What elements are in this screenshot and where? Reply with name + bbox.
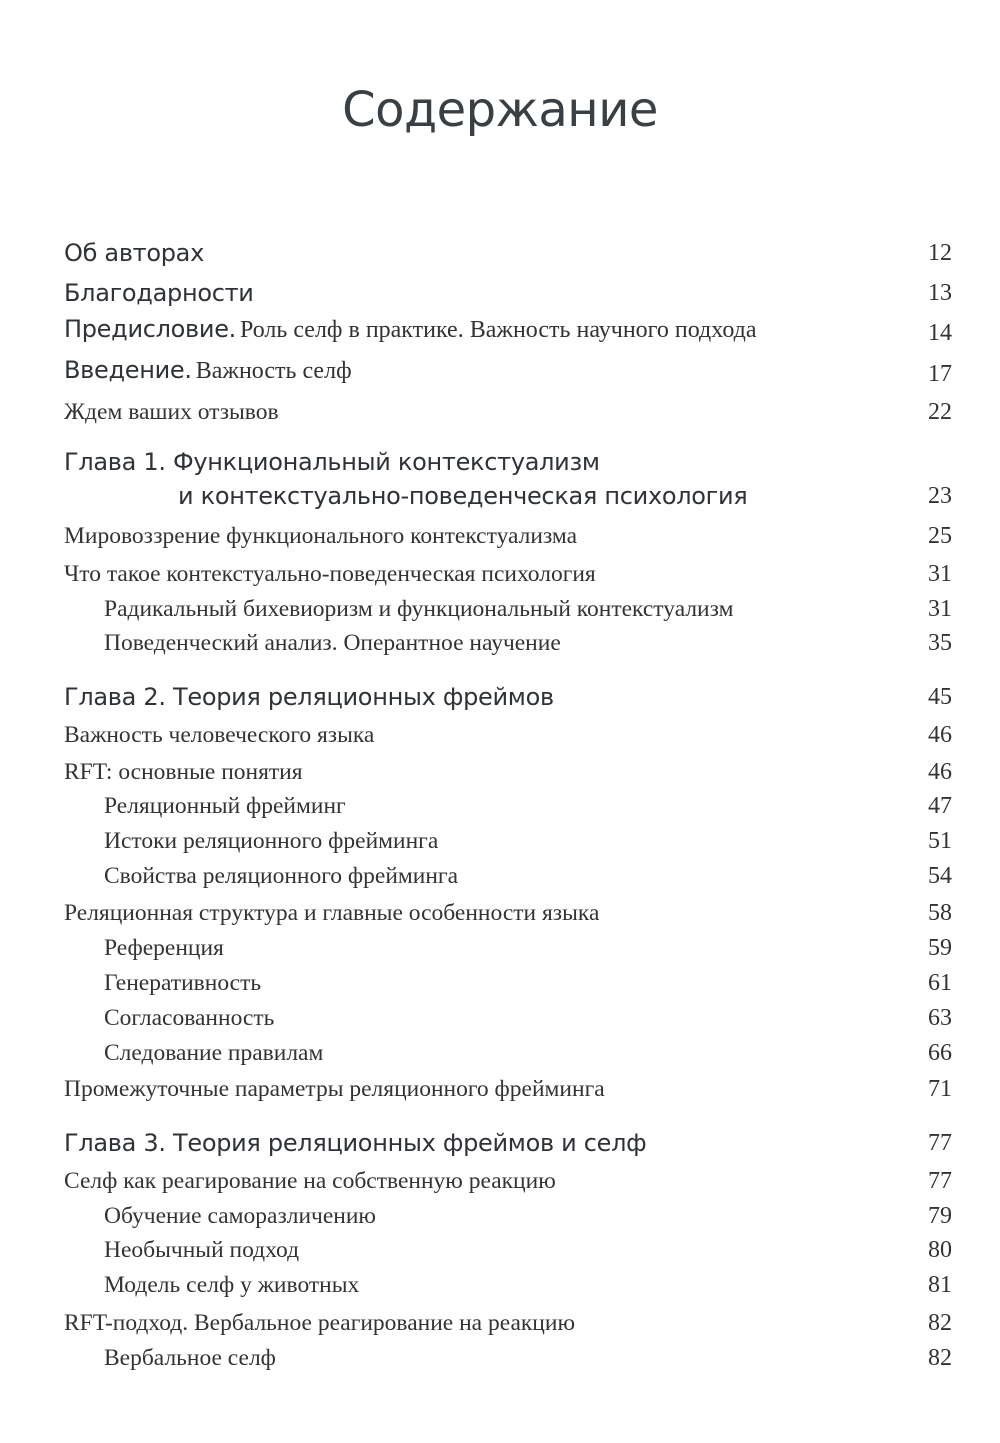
toc-entry-introduction[interactable] — [64, 355, 952, 389]
toc-entry-label: RFT: основные понятия — [64, 759, 303, 785]
toc-chapter-1[interactable] — [64, 447, 952, 517]
toc-subentry-properties[interactable] — [104, 857, 952, 891]
toc-subentry-relational-framing[interactable] — [104, 787, 952, 821]
toc-subentry-rule-following[interactable] — [104, 1034, 952, 1068]
toc-entry-what-is-cbs[interactable] — [64, 555, 952, 589]
toc-entry-label: Референция — [104, 935, 224, 961]
toc-entry-label: Реляционный фрейминг — [104, 793, 346, 819]
toc-entry-page: 46 — [928, 722, 952, 748]
toc-entry-page: 14 — [928, 320, 952, 346]
toc-entry-page: 23 — [928, 483, 952, 509]
toc-entry-label: Радикальный бихевиоризм и функциональный контекстуализм — [104, 596, 734, 622]
toc-entry-label: Вербальное селф — [104, 1345, 276, 1371]
toc-entry-page: 81 — [928, 1272, 952, 1298]
toc-entry-page: 22 — [928, 399, 952, 425]
toc-entry-page: 59 — [928, 935, 952, 961]
toc-entry-label: Свойства реляционного фрейминга — [104, 863, 459, 889]
toc-subentry-verbal-self[interactable] — [104, 1339, 952, 1373]
toc-entry-label-rest: Важность селф — [195, 358, 352, 384]
toc-subentry-radical-behaviorism[interactable] — [104, 590, 952, 624]
toc-entry-preface[interactable] — [64, 314, 952, 348]
toc-entry-page: 12 — [928, 240, 952, 266]
toc-entry-relational-structure[interactable] — [64, 894, 952, 928]
toc-entry-page: 51 — [928, 828, 952, 854]
toc-entry-page: 25 — [928, 523, 952, 549]
toc-entry-page: 47 — [928, 793, 952, 819]
toc-entry-page: 46 — [928, 759, 952, 785]
toc-subentry-origins[interactable] — [104, 822, 952, 856]
toc-entry-self-as-responding[interactable] — [64, 1162, 952, 1196]
toc-entry-label: Необычный подход — [104, 1237, 300, 1263]
toc-entry-label: Селф как реагирование на собственную реакцию — [64, 1168, 556, 1194]
toc-entry-page: 82 — [928, 1310, 952, 1336]
toc-entry-page: 54 — [928, 863, 952, 889]
toc-entry-label: Мировоззрение функционального контекстуализма — [64, 523, 578, 549]
toc-entry-page: 31 — [928, 596, 952, 622]
toc-entry-label: Поведенческий анализ. Оперантное научение — [104, 630, 561, 656]
chapter-title: Глава 2. Теория реляционных фреймов — [64, 683, 554, 711]
chapter-title: Глава 3. Теория реляционных фреймов и селф — [64, 1129, 647, 1157]
toc-entry-page: 63 — [928, 1005, 952, 1031]
toc-entry-label-rest: Роль селф в практике. Важность научного подхода — [240, 317, 757, 343]
toc-subentry-unusual-approach[interactable] — [104, 1231, 952, 1265]
chapter-title-first: Функциональный контекстуализм — [173, 448, 600, 476]
toc-entry-acknowledgements[interactable] — [64, 274, 952, 308]
toc-chapter-3[interactable] — [64, 1124, 952, 1158]
toc-subentry-animal-model[interactable] — [104, 1266, 952, 1300]
toc-entry-page: 31 — [928, 561, 952, 587]
toc-entry-label: Ждем ваших отзывов — [64, 399, 279, 425]
toc-subentry-coherence[interactable] — [104, 999, 952, 1033]
chapter-title-line2: и контекстуально-поведенческая психология — [178, 482, 748, 510]
toc-entry-label: Обучение саморазличению — [104, 1203, 376, 1229]
toc-entry-page: 79 — [928, 1203, 952, 1229]
toc-subentry-behavior-analysis[interactable] — [104, 624, 952, 658]
toc-entry-label-bold: Введение. — [64, 356, 192, 384]
toc-entry-page: 66 — [928, 1040, 952, 1066]
toc-entry-human-language[interactable] — [64, 716, 952, 750]
toc-entry-rft-basics[interactable] — [64, 753, 952, 787]
toc-entry-label — [64, 314, 757, 348]
toc-subentry-generativity[interactable] — [104, 964, 952, 998]
toc-entry-page: 13 — [928, 280, 952, 306]
toc-entry-page: 80 — [928, 1237, 952, 1263]
chapter-title-line1 — [64, 447, 600, 477]
toc-entry-label: Реляционная структура и главные особенности языка — [64, 900, 600, 926]
toc-entry-page: 58 — [928, 900, 952, 926]
toc-entry-worldview[interactable] — [64, 517, 952, 551]
toc-entry-page: 35 — [928, 630, 952, 656]
toc-entry-page: 77 — [928, 1168, 952, 1194]
toc-entry-page: 17 — [928, 361, 952, 387]
toc-entry-label: Модель селф у животных — [104, 1272, 360, 1298]
toc-entry-page: 82 — [928, 1345, 952, 1371]
toc-entry-label — [64, 355, 352, 389]
chapter-prefix: Глава 1. — [64, 448, 166, 476]
toc-entry-label: Согласованность — [104, 1005, 275, 1031]
toc-entry-about-authors[interactable] — [64, 234, 952, 268]
toc-entry-page: 71 — [928, 1076, 952, 1102]
toc-entry-page: 61 — [928, 970, 952, 996]
toc-entry-label: Генеративность — [104, 970, 262, 996]
toc-entry-label: Важность человеческого языка — [64, 722, 375, 748]
toc-entry-label: Истоки реляционного фрейминга — [104, 828, 439, 854]
toc-subentry-self-discrimination[interactable] — [104, 1197, 952, 1231]
toc-entry-intermediate-parameters[interactable] — [64, 1070, 952, 1104]
toc-chapter-2[interactable] — [64, 678, 952, 712]
toc-entry-label: RFT-подход. Вербальное реагирование на реакцию — [64, 1310, 576, 1336]
toc-subentry-reference[interactable] — [104, 929, 952, 963]
toc-entry-label: Благодарности — [64, 279, 254, 307]
toc-entry-page: 77 — [928, 1130, 952, 1156]
toc-entry-label: Промежуточные параметры реляционного фрейминга — [64, 1076, 605, 1102]
toc-entry-label: Следование правилам — [104, 1040, 324, 1066]
toc-entry-label: Об авторах — [64, 239, 204, 267]
toc-entry-label: Что такое контекстуально-поведенческая психология — [64, 561, 596, 587]
toc-entry-rft-approach[interactable] — [64, 1304, 952, 1338]
toc-entry-label-bold: Предисловие. — [64, 315, 236, 343]
toc-entry-feedback[interactable] — [64, 393, 952, 427]
page-title: Содержание — [342, 82, 658, 138]
toc-entry-page: 45 — [928, 684, 952, 710]
